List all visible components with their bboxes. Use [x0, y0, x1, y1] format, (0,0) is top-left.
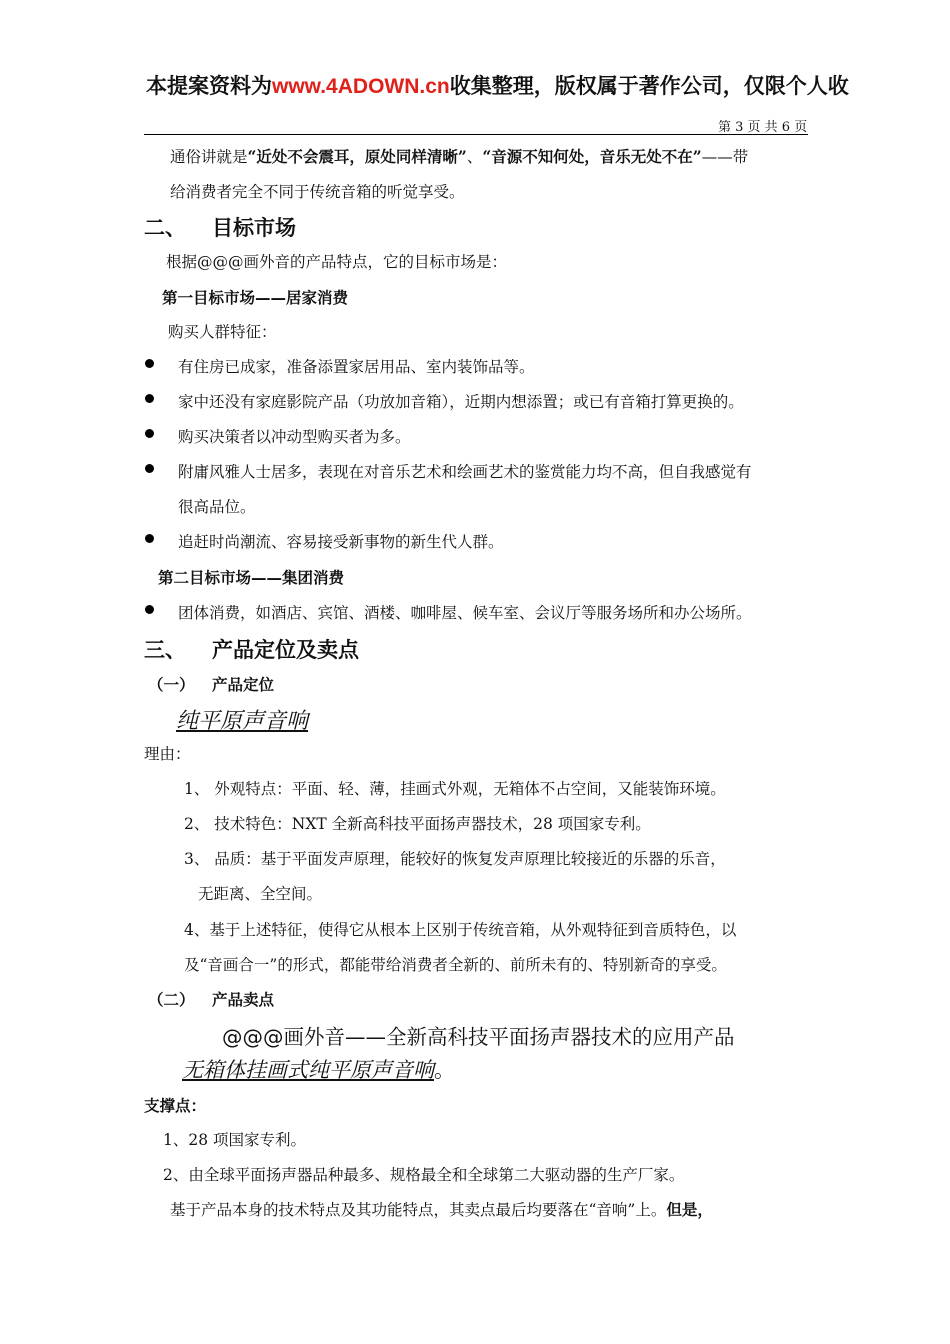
buyer-bullet-4-cont: 很高品位。: [178, 498, 256, 516]
market1-title: 第一目标市场——居家消费: [162, 289, 349, 307]
reason-4: 4、基于上述特征，使得它从根本上区别于传统音箱，从外观特征到音质特色，以: [184, 921, 737, 939]
selling-tagline: @@@画外音——全新高科技平面扬声器技术的应用产品: [222, 1025, 735, 1049]
intro-line-1: [170, 145, 748, 167]
banner-suffix: 收集整理，版权属于著作公司，仅限个人收: [449, 74, 849, 98]
bullet-icon: [145, 534, 154, 543]
banner-prefix: 本提案资料为: [146, 74, 272, 98]
reason-3: 3、 品质：基于平面发声原理，能较好的恢复发声原理比较接近的乐器的乐音，: [184, 850, 726, 868]
intro-line-2: 给消费者完全不同于传统音箱的听觉享受。: [170, 183, 465, 201]
intro-quote-2: “音源不知何处，音乐无处不在”: [482, 147, 702, 166]
buyer-bullet-1: 有住房已成家，准备添置家居用品、室内装饰品等。: [178, 358, 535, 376]
final-line: [170, 1198, 713, 1220]
market2-bullet: 团体消费，如酒店、宾馆、酒楼、咖啡屋、候车室、会议厅等服务场所和办公场所。: [178, 604, 752, 622]
final-text: 基于产品本身的技术特点及其功能特点，其卖点最后均要落在“音响”上。: [170, 1201, 667, 1219]
reason-4-cont: 及“音画合一”的形式，都能带给消费者全新的、前所未有的、特别新奇的享受。: [184, 956, 727, 974]
header-rule: [144, 134, 808, 135]
tagline2-text: 无箱体挂画式纯平原声音响: [182, 1058, 434, 1082]
page-number: 第 3 页 共 6 页: [718, 120, 808, 135]
bullet-icon: [145, 429, 154, 438]
reason-label: 理由：: [144, 745, 191, 763]
banner-url[interactable]: www.4ADOWN.cn: [272, 75, 450, 98]
section2-number: 二、: [144, 216, 186, 240]
section2-title: 目标市场: [212, 216, 296, 240]
buyer-bullet-5: 追赶时尚潮流、容易接受新事物的新生代人群。: [178, 533, 504, 551]
support-label: 支撑点：: [144, 1096, 207, 1115]
positioning-statement: 纯平原声音响: [176, 709, 309, 734]
section2-intro: 根据@@@画外音的产品特点，它的目标市场是：: [166, 253, 508, 271]
intro-dash: ——带: [701, 148, 749, 166]
support-2: 2、由全球平面扬声器品种最多、规格最全和全球第二大驱动器的生产厂家。: [163, 1166, 685, 1184]
reason-3-cont: 无距离、全空间。: [198, 885, 323, 903]
bullet-icon: [145, 359, 154, 368]
section3-title: 产品定位及卖点: [212, 638, 359, 662]
sub2-number: （二）: [148, 991, 195, 1009]
bullet-icon: [145, 464, 154, 473]
sub2-title: 产品卖点: [212, 991, 275, 1009]
market2-title: 第二目标市场——集团消费: [158, 569, 345, 587]
sub1-number: （一）: [148, 676, 195, 694]
reason-2: 2、 技术特色：NXT 全新高科技平面扬声器技术，28 项国家专利。: [184, 815, 651, 833]
reason-1: 1、 外观特点：平面、轻、薄，挂画式外观，无箱体不占空间，又能装饰环境。: [184, 780, 726, 798]
selling-tagline-2: [182, 1054, 455, 1084]
bullet-icon: [145, 394, 154, 403]
intro-text: 通俗讲就是: [170, 148, 248, 166]
buyer-bullet-4: 附庸风雅人士居多，表现在对音乐艺术和绘画艺术的鉴赏能力均不高，但自我感觉有: [178, 463, 752, 481]
support-1: 1、28 项国家专利。: [163, 1131, 307, 1149]
buyer-label: 购买人群特征：: [168, 323, 277, 341]
bullet-icon: [145, 605, 154, 614]
section3-number: 三、: [144, 638, 186, 662]
intro-quote-1: “近处不会震耳，原处同样清晰”: [247, 147, 467, 166]
buyer-bullet-3: 购买决策者以冲动型购买者为多。: [178, 428, 411, 446]
sub1-title: 产品定位: [212, 676, 275, 694]
final-bold: 但是，: [666, 1200, 713, 1219]
tagline2-end: 。: [434, 1058, 455, 1082]
buyer-bullet-2: 家中还没有家庭影院产品（功放加音箱），近期内想添置；或已有音箱打算更换的。: [178, 393, 744, 411]
watermark-banner: [146, 70, 849, 100]
intro-sep: 、: [466, 148, 483, 166]
